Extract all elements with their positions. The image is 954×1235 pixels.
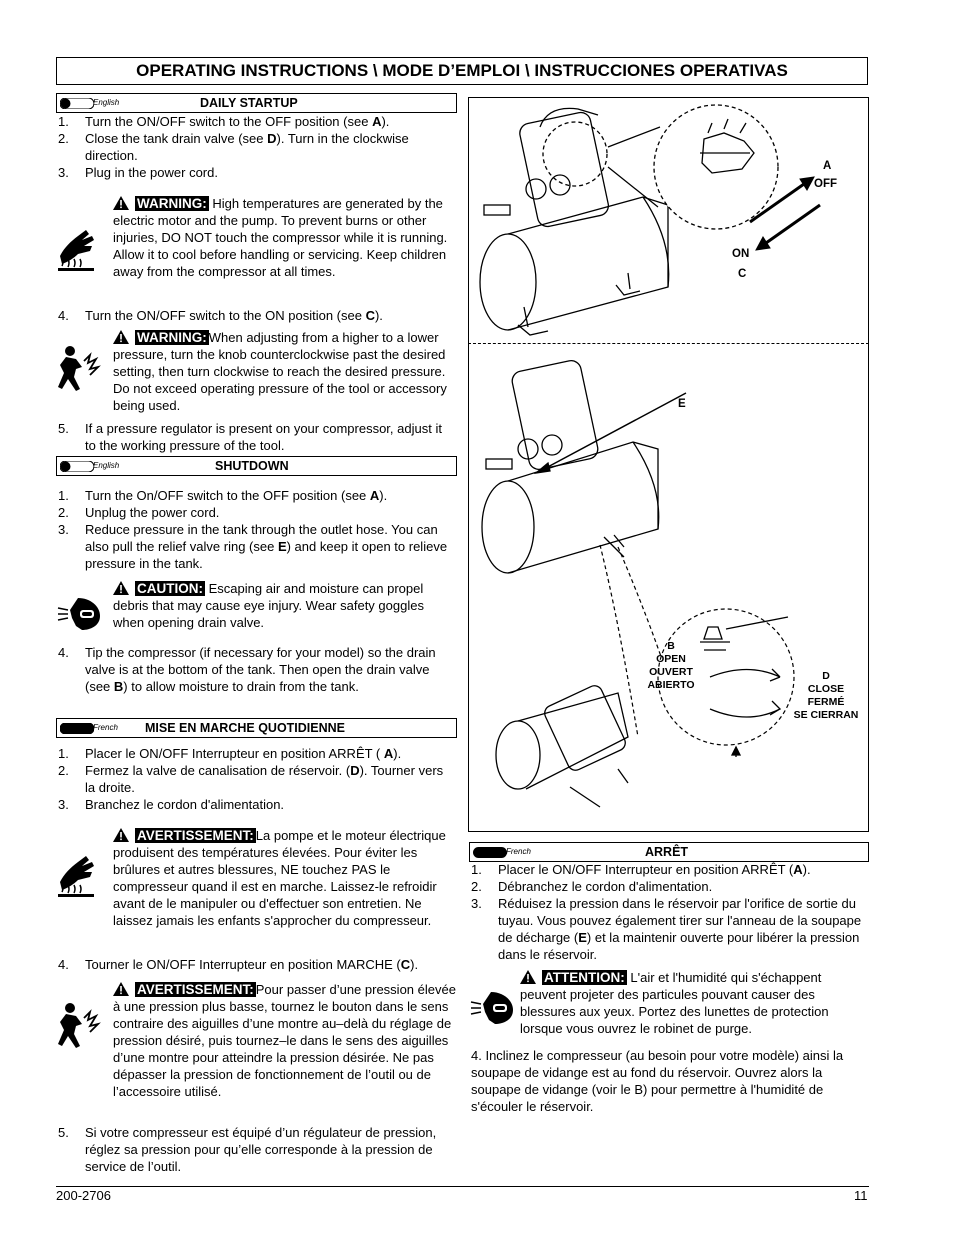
attention-badge: ATTENTION:: [544, 970, 625, 985]
list-item: 5. If a pressure regulator is present on your compressor, adjust it to the working pressure of the tool.: [58, 421, 442, 453]
list-item: 2. Close the tank drain valve (see D). Turn in the clockwise direction.: [58, 131, 409, 163]
electric-shock-icon: [56, 1002, 104, 1052]
list-item: 3. Plug in the power cord.: [58, 165, 218, 180]
list-item: 3. Réduisez la pression dans le réservoir par l'orifice de sortie du tuyau. Vous pouvez également tirer sur l'anneau de la soupape de décharge (E) et la maintenir ouverte pour libérer la pression dans le réservoir.: [471, 896, 862, 962]
section-title: SHUTDOWN: [215, 459, 289, 473]
warning-triangle-icon: [520, 970, 536, 984]
list-item: 1. Placer le ON/OFF Interrupteur en position ARRÊT (A).: [471, 862, 811, 877]
shutdown-steps: [56, 487, 456, 572]
page-number: 11: [854, 1188, 868, 1203]
avertissement-pression: AVERTISSEMENT: Pour passer d’une pression élevée à une pression plus basse, tournez le bouton dans le sens contraire des aiguilles d’une montre au–delà du réglage de pression désiré, puis tournez–le dans le sens des aiguilles d’une montre pour atteindre la pression désirée. Ne pas dépasser la pression de fonctionnement de l’outil ou de l’accessoire utilisé.: [113, 982, 456, 1099]
mise-en-marche-step-5: [56, 1124, 456, 1175]
list-item: 1. Turn the ON/OFF switch to the OFF position (see A).: [58, 114, 390, 129]
warning-badge: AVERTISSEMENT:: [137, 828, 254, 843]
language-pill-icon: [60, 461, 94, 472]
arret-steps: [469, 861, 869, 963]
warning-triangle-icon: [113, 330, 129, 344]
list-item: 1. Turn the On/OFF switch to the OFF position (see A).: [58, 488, 388, 503]
mise-en-marche-steps: [56, 745, 456, 813]
language-label: English: [93, 98, 120, 107]
daily-startup-step-4: [56, 307, 456, 324]
label-d-close: D CLOSE FERMÉ SE CIERRAN: [793, 670, 859, 721]
label-e: E: [678, 398, 686, 410]
language-pill-icon: [60, 723, 94, 734]
attention-debris: ATTENTION: L'air et l'humidité qui s'échappent peuvent projeter des particules pouvant causer des blessures aux yeux. Portez des lunettes de protection lorsque vous ouvrez le robinet de purge.: [520, 970, 829, 1036]
warning-badge: WARNING:: [137, 196, 207, 211]
safety-goggles-icon: [469, 990, 515, 1026]
language-pill-icon: [473, 847, 507, 858]
caution-debris: CAUTION: Escaping air and moisture can propel debris that may cause eye injury. Wear safety goggles when opening drain valve.: [113, 581, 424, 630]
shutdown-step-4: [56, 644, 456, 695]
avertissement-temperature: AVERTISSEMENT: La pompe et le moteur électrique produisent des températures élevées. Pour éviter les brûlures et autres blessures, NE touchez PAS le compresseur quand il est en marche. Laissez-le refroidir avant de le manipuler ou d'effectuer son entretien. Ne laissez jamais les enfants s'approcher du compresseur.: [113, 828, 446, 928]
list-item: 3. Reduce pressure in the tank through the outlet hose. You can also pull the relief valve ring (see E) and keep it open to relieve pressure in the tank.: [58, 522, 448, 571]
mise-en-marche-step-4: [56, 956, 456, 973]
list-item: 2. Débranchez le cordon d'alimentation.: [471, 879, 713, 894]
list-item: 4. Turn the ON/OFF switch to the ON position (see C).: [58, 308, 383, 323]
safety-goggles-icon: [56, 596, 102, 632]
section-title: ARRÊT: [645, 845, 689, 859]
language-label: French: [93, 723, 118, 732]
section-header-mise-en-marche: [56, 718, 457, 738]
hot-surface-icon: [56, 226, 100, 274]
hot-surface-icon: [56, 852, 100, 900]
list-item: 2. Fermez la valve de canalisation de réservoir. (D). Tourner vers la droite.: [58, 763, 444, 795]
language-label: English: [93, 461, 120, 470]
warning-pressure: WARNING: When adjusting from a higher to a lower pressure, turn the knob counterclockwise past the desired setting, then turn clockwise to reach the desired pressure. Do not exceed operating pressure of the tool or accessory being used.: [113, 330, 447, 413]
list-item: 4. Tourner le ON/OFF Interrupteur en position MARCHE (C).: [58, 957, 419, 972]
warning-triangle-icon: [113, 982, 129, 996]
label-c: C: [738, 268, 747, 280]
daily-startup-step-5: [56, 420, 456, 454]
warning-badge: WARNING:: [137, 330, 207, 345]
section-header-daily-startup: [56, 93, 457, 113]
label-on: ON: [732, 248, 750, 260]
list-item: 5. Si votre compresseur est équipé d’un régulateur de pression, réglez sa pression pour qu’elle corresponde à la pression de service de l’outil.: [58, 1125, 437, 1174]
language-pill-icon: [60, 98, 94, 109]
section-title: MISE EN MARCHE QUOTIDIENNE: [145, 721, 346, 735]
warning-hot-surface: WARNING: High temperatures are generated by the electric motor and the pump. To prevent burns or other injuries, DO NOT touch the compressor while it is running. Allow it to cool before handling or servicing. Keep children away from the compressor at all times.: [113, 196, 448, 279]
caution-badge: CAUTION:: [137, 581, 203, 596]
section-header-shutdown: [56, 456, 457, 476]
document-number: 200-2706: [56, 1188, 111, 1203]
label-b-open: B OPEN OUVERT ABIERTO: [647, 640, 695, 691]
warning-triangle-icon: [113, 828, 129, 842]
label-a: A: [823, 160, 832, 172]
electric-shock-icon: [56, 345, 104, 395]
warning-triangle-icon: [113, 581, 129, 595]
warning-badge: AVERTISSEMENT:: [137, 982, 254, 997]
page-title: OPERATING INSTRUCTIONS \ MODE D’EMPLOI \ INSTRUCCIONES OPERATIVAS: [56, 57, 868, 85]
language-label: French: [506, 847, 531, 856]
warning-triangle-icon: [113, 196, 129, 210]
list-item: 4. Tip the compressor (if necessary for your model) so the drain valve is at the bottom of the tank. Then open the drain valve (see B) to allow moisture to drain from the tank.: [58, 645, 436, 694]
section-header-arret: [469, 842, 869, 862]
daily-startup-steps: [56, 113, 456, 181]
label-off: OFF: [814, 178, 837, 190]
list-item: 2. Unplug the power cord.: [58, 505, 220, 520]
list-item: 1. Placer le ON/OFF Interrupteur en position ARRÊT ( A).: [58, 746, 402, 761]
list-item: 3. Branchez le cordon d'alimentation.: [58, 797, 285, 812]
footer-divider: [56, 1186, 869, 1187]
arret-step-4: 4. Inclinez le compresseur (au besoin pour votre modèle) ainsi la soupape de vidange est au fond du réservoir. Ouvrez alors la soupape de vidange (voir le B) pour permettre à l'humidité de s'écouler le réservoir.: [471, 1048, 844, 1114]
section-title: DAILY STARTUP: [200, 96, 298, 110]
